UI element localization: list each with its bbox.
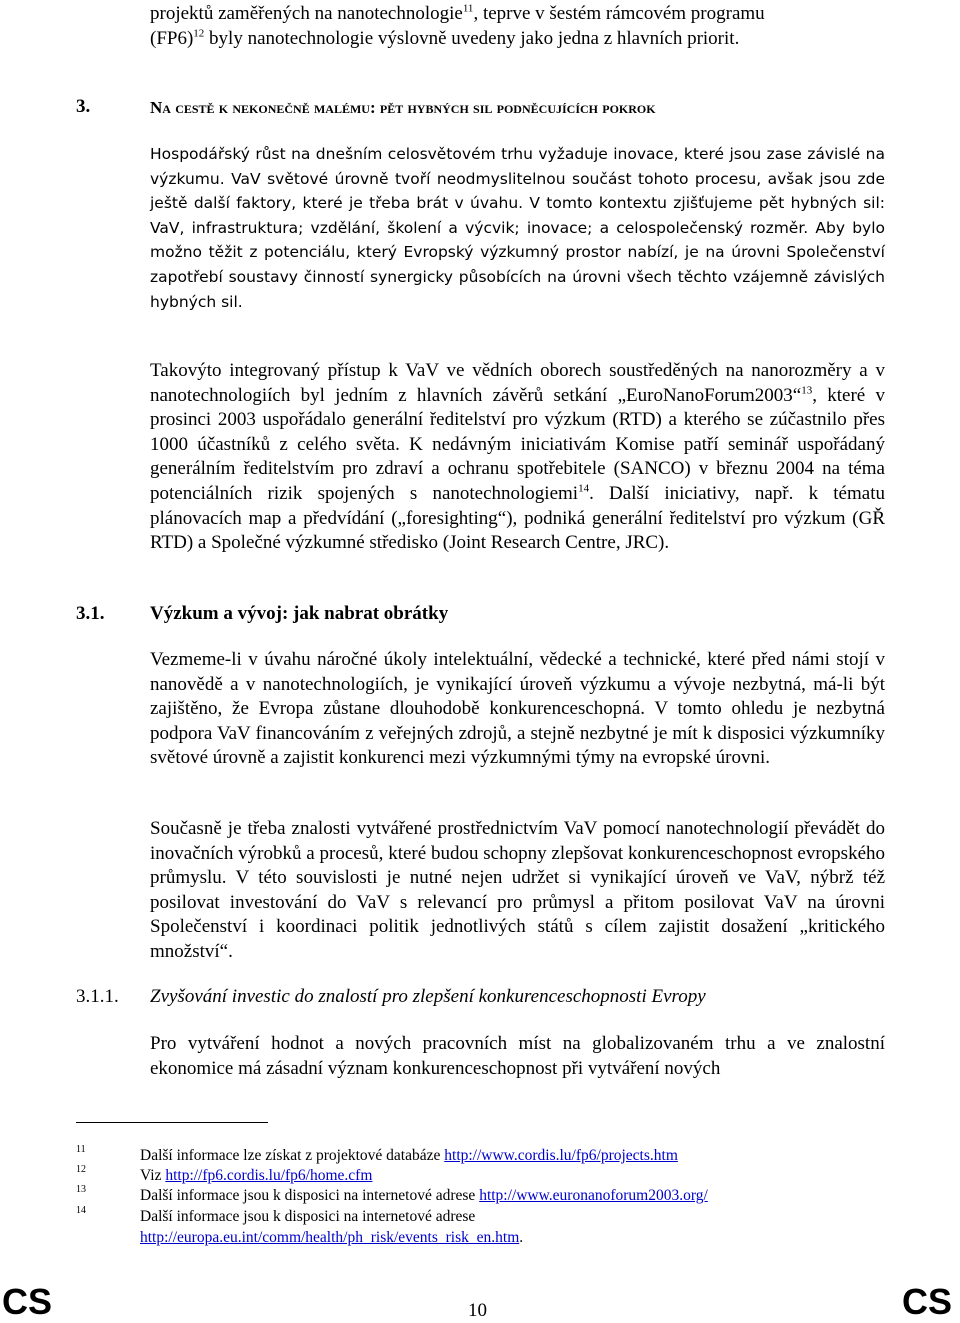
footnote-ref[interactable]: 13	[801, 384, 813, 397]
section-title: Výzkum a vývoj: jak nabrat obrátky	[150, 603, 449, 624]
intro-text: , teprve v šestém rámcovém programu	[473, 3, 765, 24]
footnote-link[interactable]: http://fp6.cordis.lu/fp6/home.cfm	[165, 1167, 373, 1184]
footer-language-left: CS	[2, 1281, 53, 1322]
footnote-number: 11	[76, 1144, 86, 1155]
section311-paragraph-1: Pro vytváření hodnot a nových pracovních míst na globalizovaném trhu a ve znalostní ekonomice má zásadní význam konkurenceschopnost při vytváření nových	[150, 1033, 885, 1079]
section31-paragraph-1: Vezmeme-li v úvahu náročné úkoly intelektuální, vědecké a technické, které před námi stojí v nanovědě a v nanotechnologiích, je vynikající úroveň výzkumu a vývoje nezbytná, má-li být zajištěno, že Evropa zůstane dlouhodobě konkurenceschopná. V tomto ohledu je nezbytná podpora VaV financováním z veřejných zdrojů, a stejně nezbytné je mít k disposici výzkumníky světové úrovně a zajistit konkurenci mezi výzkumnými týmy na evropské úrovni.	[150, 649, 885, 769]
footnote-text: Další informace jsou k disposici na internetové adrese	[140, 1187, 480, 1204]
section-number: 3.	[76, 96, 91, 117]
footnote-text: Viz	[140, 1167, 166, 1184]
footnote-text: .	[519, 1228, 524, 1246]
footnote-number: 14	[76, 1205, 86, 1216]
footnote-text: Další informace jsou k disposici na internetové adrese	[140, 1208, 476, 1225]
section3-paragraph-1: Hospodářský růst na dnešním celosvětovém trhu vyžaduje inovace, které jsou zase závislé na výzkumu. VaV světové úrovně tvoří neodmyslitelnou součást tohoto procesu, avšak jsou zde ještě další faktory, které je třeba brát v úvahu. V tomto kontextu zjišťujeme pět hybných sil: VaV, infrastruktura; vzdělání, školení a výcvik; inovace; a celospolečenský rozměr. Aby bylo možno těžit z potenciálu, který Evropský výzkumný prostor nabízí, je na úrovni Společenství zapotřebí soustavy činností synergicky působících na úrovni všech těchto vzájemně závislých hybných sil.	[150, 145, 885, 311]
paragraph-text: , které v prosinci 2003 uspořádalo generální ředitelství pro výzkum (RTD) a kterého se zúčastnilo přes 1000 účastníků z celého světa. K nedávným iniciativám Komise patří seminář uspořádaný generálním ředitelstvím pro zdraví a ochranu spotřebitele (SANCO) v březnu 2004 na téma potenciálních rizik spojených s nanotechnologiemi	[150, 384, 885, 504]
footnote-separator	[76, 1122, 268, 1123]
footnote-number: 12	[76, 1164, 86, 1175]
footnote-ref[interactable]: 11	[462, 2, 474, 15]
intro-text: (FP6)	[150, 27, 194, 49]
paragraph-text: . Další iniciativy, např. k tématu plánovacích map a předvídání („foresighting“), podniká generální ředitelství pro výzkum (GŘ RTD) a Společné výzkumné středisko (Joint Research Centre, JRC).	[150, 482, 885, 554]
page-number: 10	[468, 1300, 487, 1321]
intro-text: byly nanotechnologie výslovně uvedeny jako jedna z hlavních priorit.	[204, 27, 740, 49]
section-number: 3.1.1.	[76, 986, 119, 1007]
footnote-ref[interactable]: 14	[578, 482, 590, 495]
paragraph-text: Takovýto integrovaný přístup k VaV ve vědních oborech soustředěných na nanorozměry a v nanotechnologiích byl jedním z hlavních závěrů setkání „EuroNanoForum2003“	[150, 360, 885, 406]
section-number: 3.1.	[76, 603, 105, 624]
footnote-link[interactable]: http://www.euronanoforum2003.org/	[479, 1187, 708, 1204]
intro-paragraph	[150, 2, 890, 51]
footnote-number: 13	[76, 1184, 86, 1195]
footnote-ref[interactable]: 12	[193, 27, 205, 40]
section3-paragraph-2	[150, 359, 885, 556]
footer-language-right: CS	[902, 1281, 953, 1322]
section-title: Zvyšování investic do znalostí pro zlepšení konkurenceschopnosti Evropy	[150, 986, 706, 1007]
section-title: Na cestě k nekonečně malému: pět hybných sil podněcujících pokrok	[150, 98, 656, 117]
footnote-text: Další informace lze získat z projektové databáze	[140, 1147, 445, 1164]
intro-text: projektů zaměřených na nanotechnologie	[150, 3, 463, 24]
footnote-link[interactable]: http://europa.eu.int/comm/health/ph_risk/events_risk_en.htm	[140, 1228, 520, 1246]
footnote-link[interactable]: http://www.cordis.lu/fp6/projects.htm	[444, 1147, 678, 1164]
section31-paragraph-2: Současně je třeba znalosti vytvářené prostřednictvím VaV pomocí nanotechnologií převádět do inovačních výrobků a procesů, které budou schopny zlepšovat konkurenceschopnost evropského průmyslu. V této souvislosti je nutné nejen udržet si vynikající úroveň ve VaV, nýbrž též posilovat investování do VaV s relevancí pro průmysl a přitom posilovat VaV na úrovni Společenství i koordinaci politik jednotlivých států s cílem zajistit dosažení „kritického množství“.	[150, 818, 885, 962]
